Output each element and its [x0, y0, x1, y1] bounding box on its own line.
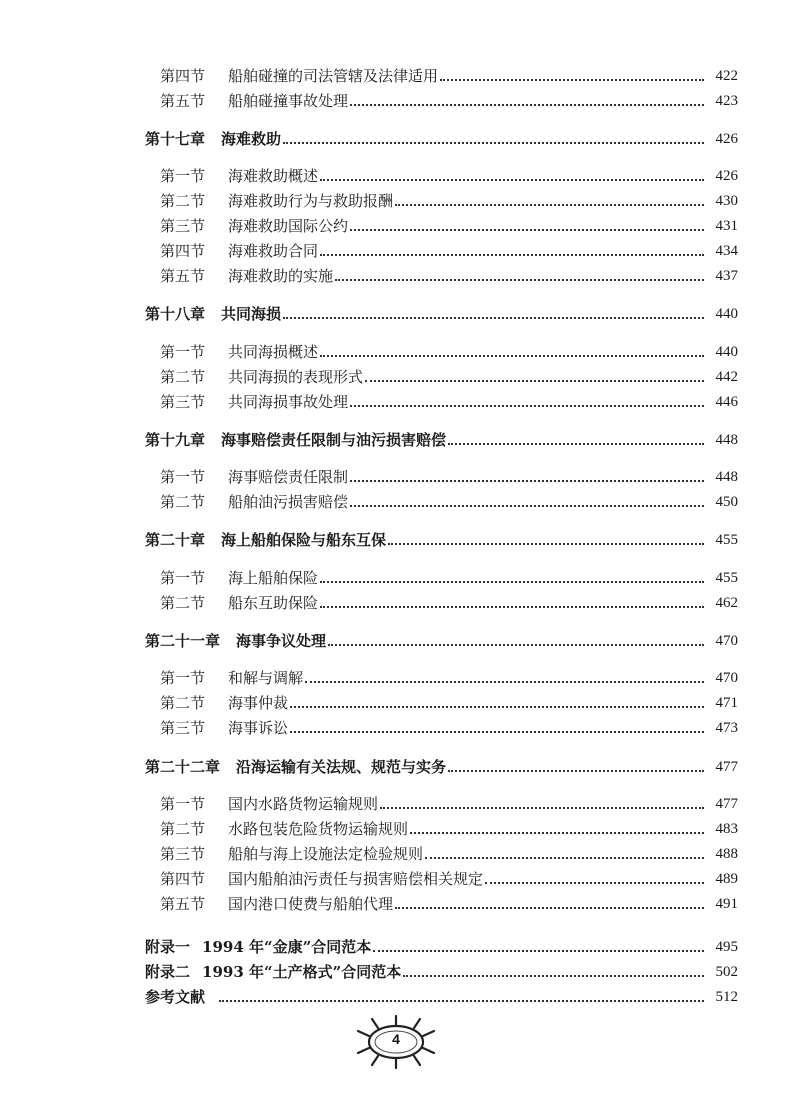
toc-page-number: 473 [715, 720, 738, 736]
toc-entry-label: 第二节 [160, 820, 206, 838]
toc-entry-title: 海上船舶保险 [228, 569, 319, 587]
toc-entry-title: 海事仲裁 [228, 694, 289, 712]
toc-page-number: 470 [715, 633, 738, 649]
toc-entry-label: 第一节 [160, 468, 206, 486]
toc-section-row [160, 668, 738, 688]
toc-page-number: 423 [715, 93, 738, 109]
toc-page-number: 477 [715, 796, 738, 812]
toc-page-number: 462 [715, 595, 738, 611]
toc-entry-label: 第十七章 [145, 130, 206, 148]
toc-entry-title: 和解与调解 [228, 669, 304, 687]
toc-page-number: 437 [715, 268, 738, 284]
toc-section-row [160, 191, 738, 211]
toc-entry-title: 海难救助合同 [228, 242, 319, 260]
toc-section-row [160, 367, 738, 387]
toc-leader-dots [350, 503, 704, 507]
toc-entry-label: 第十八章 [145, 305, 206, 323]
toc-entry-label: 第二十一章 [145, 632, 221, 650]
toc-page-number: 448 [715, 432, 738, 448]
toc-page-number: 422 [715, 68, 738, 84]
toc-appendix-row [145, 962, 738, 982]
toc-chapter-row [145, 530, 738, 550]
toc-section-row [160, 241, 738, 261]
toc-entry-label: 第四节 [160, 67, 206, 85]
toc-leader-dots [290, 729, 704, 733]
toc-entry-title: 国内船舶油污责任与损害赔偿相关规定 [228, 870, 484, 888]
toc-entry-title: 海难救助的实施 [228, 267, 334, 285]
toc-entry-label: 附录一 [145, 938, 191, 956]
toc-entry-title: 国内水路货物运输规则 [228, 795, 379, 813]
toc-entry-title: 国内港口使费与船舶代理 [228, 895, 394, 913]
toc-entry-label: 第二十二章 [145, 758, 221, 776]
toc-entry-title: 海事诉讼 [228, 719, 289, 737]
toc-entry-title: 船东互助保险 [228, 594, 319, 612]
toc-entry-title: 海难救助 [221, 130, 282, 148]
toc-leader-dots [290, 704, 704, 708]
toc-leader-dots [365, 378, 704, 382]
toc-entry-label: 第三节 [160, 217, 206, 235]
toc-leader-dots [320, 177, 704, 181]
toc-section-row [160, 392, 738, 412]
toc-entry-title: 海难救助国际公约 [228, 217, 349, 235]
toc-entry-label: 第五节 [160, 92, 206, 110]
toc-entry-label: 第十九章 [145, 431, 206, 449]
toc-entry-title: 海事赔偿责任限制 [228, 468, 349, 486]
toc-entry-title: 海事赔偿责任限制与油污损害赔偿 [221, 431, 447, 449]
toc-page-number: 455 [715, 570, 738, 586]
toc-entry-label: 第三节 [160, 719, 206, 737]
toc-entry-label: 第四节 [160, 242, 206, 260]
toc-page-number: 455 [715, 532, 738, 548]
toc-entry-label: 第二节 [160, 594, 206, 612]
toc-page-number: 426 [715, 168, 738, 184]
toc-section-row [160, 166, 738, 186]
toc-section-row [160, 869, 738, 889]
toc-section-row [160, 342, 738, 362]
toc-entry-label: 第二节 [160, 192, 206, 210]
toc-leader-dots [373, 948, 704, 952]
toc-section-row [160, 492, 738, 512]
toc-entry-label: 第一节 [160, 669, 206, 687]
toc-entry-label: 第五节 [160, 267, 206, 285]
toc-appendix-row [145, 937, 738, 957]
toc-leader-dots [320, 353, 704, 357]
toc-leader-dots [320, 579, 704, 583]
toc-leader-dots [485, 880, 704, 884]
toc-leader-dots [283, 140, 704, 144]
toc-entry-title: 海难救助行为与救助报酬 [228, 192, 394, 210]
toc-chapter-row [145, 304, 738, 324]
toc-section-row [160, 718, 738, 738]
toc-section-row [160, 467, 738, 487]
toc-page-number: 442 [715, 369, 738, 385]
toc-entry-title: 1993 年“土产格式”合同范本 [202, 963, 402, 981]
toc-entry-label: 第二十章 [145, 531, 206, 549]
toc-entry-label: 第一节 [160, 343, 206, 361]
toc-leader-dots [350, 403, 704, 407]
toc-section-row [160, 844, 738, 864]
toc-entry-label: 参考文献 [145, 988, 206, 1006]
toc-leader-dots [425, 855, 704, 859]
toc-section-row [160, 216, 738, 236]
toc-leader-dots [395, 202, 704, 206]
toc-leader-dots [305, 679, 704, 683]
toc-section-row [160, 593, 738, 613]
toc-leader-dots [219, 998, 704, 1002]
toc-entry-label: 第五节 [160, 895, 206, 913]
toc-leader-dots [410, 830, 704, 834]
toc-entry-label: 第四节 [160, 870, 206, 888]
toc-entry-title: 共同海损的表现形式 [228, 368, 364, 386]
toc-entry-label: 附录二 [145, 963, 191, 981]
toc-page-number: 446 [715, 394, 738, 410]
toc-entry-title: 船舶与海上设施法定检验规则 [228, 845, 424, 863]
toc-entry-title: 船舶碰撞的司法管辖及法律适用 [228, 67, 439, 85]
toc-chapter-row [145, 757, 738, 777]
toc-page-number: 477 [715, 759, 738, 775]
toc-section-row [160, 693, 738, 713]
toc-leader-dots [350, 227, 704, 231]
toc-leader-dots [395, 905, 704, 909]
toc-leader-dots [380, 805, 704, 809]
toc-page-number: 470 [715, 670, 738, 686]
toc-page-number: 440 [715, 344, 738, 360]
toc-leader-dots [320, 604, 704, 608]
toc-entry-label: 第二节 [160, 493, 206, 511]
toc-entry-label: 第二节 [160, 368, 206, 386]
toc-entry-title: 沿海运输有关法规、规范与实务 [236, 758, 447, 776]
toc-leader-dots [448, 768, 704, 772]
toc-page-number: 448 [715, 469, 738, 485]
toc-leader-dots [440, 77, 704, 81]
toc-section-row [160, 66, 738, 86]
toc-leader-dots [335, 277, 704, 281]
toc-entry-title: 船舶油污损害赔偿 [228, 493, 349, 511]
toc-page-number: 491 [715, 896, 738, 912]
toc-leader-dots [320, 252, 704, 256]
toc-page-number: 471 [715, 695, 738, 711]
toc-leader-dots [350, 102, 704, 106]
toc-entry-title: 船舶碰撞事故处理 [228, 92, 349, 110]
toc-entry-title: 1994 年“金康”合同范本 [202, 938, 372, 956]
toc-appendix-row [145, 987, 738, 1007]
toc-chapter-row [145, 430, 738, 450]
toc-leader-dots [388, 541, 704, 545]
toc-entry-label: 第三节 [160, 845, 206, 863]
toc-entry-title: 共同海损 [221, 305, 282, 323]
toc-entry-label: 第二节 [160, 694, 206, 712]
toc-page-number: 440 [715, 306, 738, 322]
toc-entry-label: 第一节 [160, 795, 206, 813]
toc-entry-title: 共同海损事故处理 [228, 393, 349, 411]
toc-entry-title: 海事争议处理 [236, 632, 327, 650]
toc-leader-dots [350, 478, 704, 482]
toc-entry-label: 第一节 [160, 167, 206, 185]
toc-entry-title: 海难救助概述 [228, 167, 319, 185]
toc-leader-dots [328, 642, 704, 646]
toc-page-number: 483 [715, 821, 738, 837]
toc-page-number: 512 [715, 989, 738, 1005]
toc-section-row [160, 819, 738, 839]
page-number: 4 [392, 1031, 400, 1047]
toc-page-number: 431 [715, 218, 738, 234]
toc-leader-dots [403, 973, 704, 977]
toc-page-number: 495 [715, 939, 738, 955]
toc-entry-label: 第一节 [160, 569, 206, 587]
toc-section-row [160, 894, 738, 914]
toc-entry-title: 共同海损概述 [228, 343, 319, 361]
toc-page-number: 434 [715, 243, 738, 259]
toc-leader-dots [283, 315, 704, 319]
toc-page-number: 502 [715, 964, 738, 980]
toc-section-row [160, 91, 738, 111]
toc-chapter-row [145, 129, 738, 149]
toc-page-number: 430 [715, 193, 738, 209]
toc-leader-dots [448, 441, 704, 445]
toc-entry-title: 水路包装危险货物运输规则 [228, 820, 409, 838]
toc-page-number: 450 [715, 494, 738, 510]
toc-page-number: 489 [715, 871, 738, 887]
toc-page-number: 488 [715, 846, 738, 862]
toc-page-number: 426 [715, 131, 738, 147]
toc-section-row [160, 794, 738, 814]
toc-section-row [160, 266, 738, 286]
toc-entry-title: 海上船舶保险与船东互保 [221, 531, 387, 549]
toc-chapter-row [145, 631, 738, 651]
toc-entry-label: 第三节 [160, 393, 206, 411]
toc-section-row [160, 568, 738, 588]
